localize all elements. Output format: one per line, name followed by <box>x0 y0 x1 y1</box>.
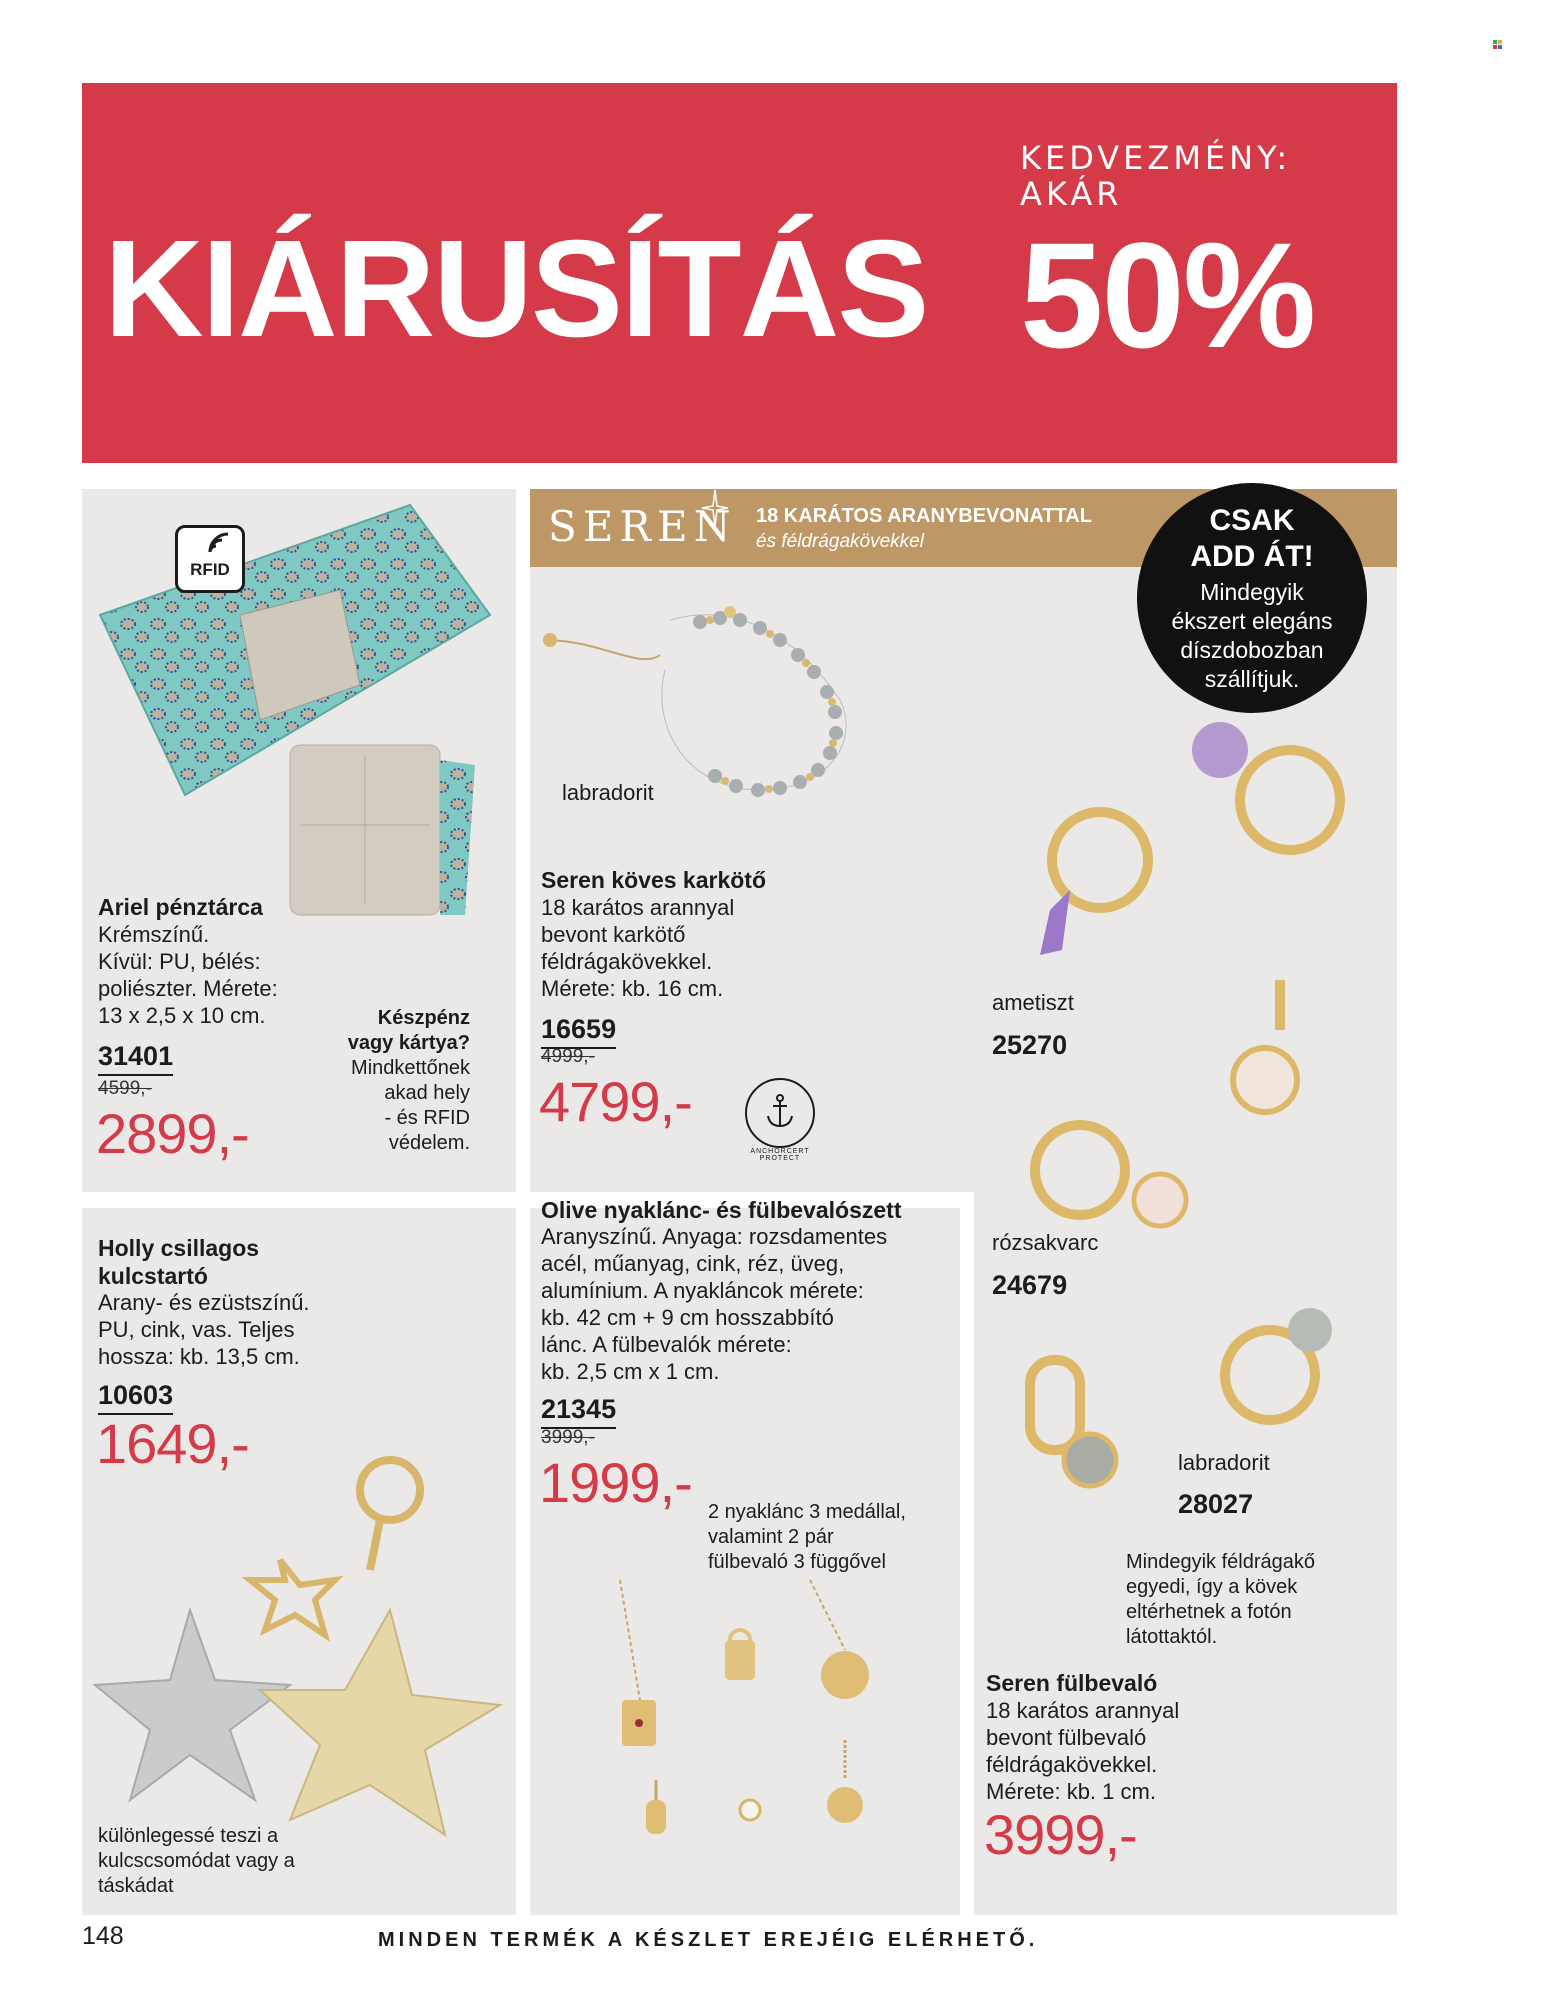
wallet-old-price: 4599,- <box>98 1078 152 1099</box>
anchor-icon <box>765 1094 795 1130</box>
earrings-title: Seren fülbevaló <box>986 1670 1158 1696</box>
keychain-product-code: 10603 <box>98 1379 173 1415</box>
anchorcert-label: ANCHORCERT PROTECT <box>750 1148 810 1162</box>
earrings-description: 18 karátos arannyal bevont fülbevaló féldrágakövekkel. Mérete: kb. 1 cm. <box>986 1698 1180 1804</box>
necklace-old-price: 3999,- <box>541 1427 595 1448</box>
sparkle-icon <box>700 488 730 528</box>
necklace-product-code: 21345 <box>541 1393 616 1429</box>
anchorcert-seal <box>745 1078 815 1148</box>
page-number: 148 <box>82 1922 124 1950</box>
wallet-price: 2899,- <box>96 1102 249 1165</box>
bracelet-price: 4799,- <box>539 1070 692 1133</box>
keychain-description: Arany- és ezüstszínű. PU, cink, vas. Teljes hossza: kb. 13,5 cm. <box>98 1290 310 1369</box>
wallet-description: Krémszínű. Kívül: PU, bélés: poliészter. Mérete: 13 x 2,5 x 10 cm. <box>98 922 278 1028</box>
keychain-caption: különlegessé teszi a kulcscsomódat vagy a táskádat <box>98 1825 295 1897</box>
seren-logo: SEREN <box>548 502 737 551</box>
earring-stone-label-3: labradorit <box>1178 1450 1270 1475</box>
rfid-label: RFID <box>190 560 230 579</box>
necklace-price: 1999,- <box>539 1451 692 1514</box>
earrings-price: 3999,- <box>984 1803 1137 1866</box>
banner-percent: 50% <box>1020 211 1315 379</box>
earrings-image <box>1010 710 1350 1470</box>
bracelet-old-price: 4999,- <box>541 1046 595 1067</box>
earring-stone-label-2: rózsakvarc <box>992 1230 1099 1255</box>
banner-discount-text: KEDVEZMÉNY: AKÁR <box>1020 139 1292 213</box>
necklace-caption: 2 nyaklánc 3 medállal, valamint 2 pár fülbevaló 3 függővel <box>708 1501 906 1573</box>
keychain-price: 1649,- <box>96 1412 249 1475</box>
earring-stone-label-1: ametiszt <box>992 990 1074 1015</box>
wallet-note: Készpénz vagy kártya? Mindkettőnek akad hely - és RFID védelem. <box>347 1007 470 1154</box>
seren-subtagline: és féldrágakövekkel <box>756 531 924 552</box>
necklace-title: Olive nyaklánc- és fülbevalószett <box>541 1197 902 1223</box>
wallet-product-code: 31401 <box>98 1040 173 1076</box>
banner-title: KIÁRUSÍTÁS <box>104 212 928 366</box>
footer-availability-note: MINDEN TERMÉK A KÉSZLET EREJÉIG ELÉRHETŐ. <box>378 1929 1039 1951</box>
necklace-description: Aranyszínű. Anyaga: rozsdamentes acél, műanyag, cink, réz, üveg, alumínium. A nyakláncok mérete: kb. 42 cm + 9 cm hosszabbító lánc. A fülbevalók mérete: kb. 2,5 cm x 1 cm. <box>541 1224 888 1384</box>
keychain-title: Holly csillagos kulcstartó <box>98 1235 260 1289</box>
corner-logo-mark <box>1493 40 1503 50</box>
keychain-image <box>90 1450 510 1830</box>
earring-code-1: 25270 <box>992 1030 1068 1060</box>
necklace-image <box>560 1580 950 1900</box>
gift-box-badge: CSAK ADD ÁT! Mindegyik ékszert elegáns díszdobozban szállítjuk. <box>1137 483 1367 713</box>
bracelet-title: Seren köves karkötő <box>541 867 767 893</box>
earring-code-2: 24679 <box>992 1270 1068 1300</box>
rfid-icon <box>175 525 245 593</box>
bracelet-stone-label: labradorit <box>562 780 654 805</box>
wallet-image <box>90 495 510 945</box>
stone-note: Mindegyik féldrágakő egyedi, így a kövek eltérhetnek a fotón látottaktól. <box>1126 1551 1315 1648</box>
bracelet-product-code: 16659 <box>541 1013 616 1049</box>
seren-tagline: 18 KARÁTOS ARANYBEVONATTAL <box>756 505 1092 527</box>
earring-code-3: 28027 <box>1178 1489 1254 1519</box>
wallet-title: Ariel pénztárca <box>98 894 263 920</box>
bracelet-description: 18 karátos arannyal bevont karkötő féldrágakövekkel. Mérete: kb. 16 cm. <box>541 895 735 1001</box>
